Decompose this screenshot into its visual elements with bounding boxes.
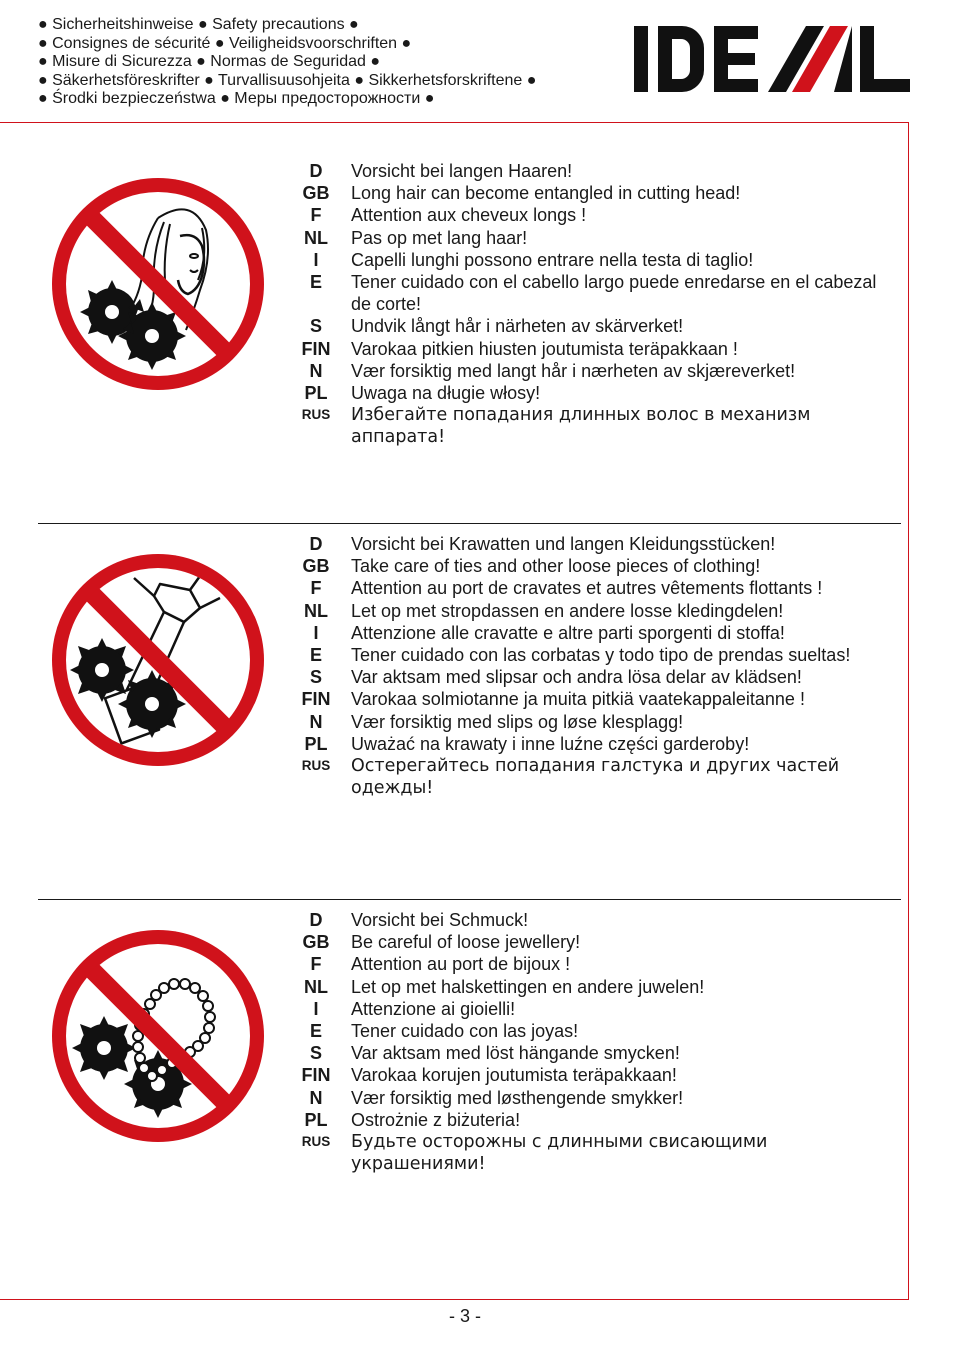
language-code: FIN (301, 1065, 331, 1086)
warning-list-jewellery (290, 909, 890, 1175)
list-item (290, 711, 890, 733)
list-item (290, 600, 890, 622)
language-code: I (313, 622, 319, 643)
language-code: E (309, 1021, 322, 1042)
list-item (290, 976, 890, 998)
list-item (290, 227, 890, 249)
warning-text: Attenzione ai gioielli! (351, 998, 516, 1019)
list-item (290, 644, 890, 666)
list-item (290, 755, 890, 799)
list-item (290, 338, 890, 360)
list-item (290, 666, 890, 688)
language-code: FIN (301, 338, 331, 359)
warning-text: Будьте осторожны с длинными свисающими украшениями! (351, 1132, 768, 1175)
frame-bottom-line (0, 1299, 909, 1300)
language-code: FIN (301, 689, 331, 710)
long-hair-prohibited-icon (40, 166, 276, 402)
language-code: GB (302, 183, 330, 204)
language-code: S (309, 667, 322, 688)
language-code: RUS (301, 407, 331, 423)
list-item (290, 160, 890, 182)
warning-text: Be careful of loose jewellery! (351, 932, 581, 953)
list-item (290, 577, 890, 599)
list-item (290, 1131, 890, 1175)
language-code: GB (302, 932, 330, 953)
language-code: F (310, 205, 322, 226)
list-item (290, 1020, 890, 1042)
section-divider (38, 899, 901, 900)
list-item (290, 1042, 890, 1064)
warning-text: Let op met stropdassen en andere losse kledingdelen! (351, 600, 784, 621)
language-code: NL (304, 600, 328, 621)
warning-text: Vorsicht bei langen Haaren! (351, 161, 573, 181)
list-item (290, 555, 890, 577)
language-code: PL (304, 1109, 328, 1130)
warning-text: Varokaa pitkien hiusten joutumista teräpakkaan ! (351, 338, 738, 359)
warning-text: Tener cuidado con el cabello largo puede enredarse en el cabezal de corte! (351, 272, 877, 315)
warning-text: Vær forsiktig med løsthengende smykker! (351, 1087, 684, 1108)
warning-text: Uwaga na długie włosy! (351, 383, 541, 404)
tie-prohibited-icon (40, 542, 276, 778)
language-code: I (313, 249, 319, 270)
warning-text: Избегайте попадания длинных волос в механизм аппарата! (351, 405, 811, 448)
list-item (290, 622, 890, 644)
list-item (290, 953, 890, 975)
warning-list-long-hair (290, 160, 890, 449)
warning-text: Var aktsam med löst hängande smycken! (351, 1043, 680, 1064)
header-line: ● Misure di Sicurezza ● Normas de Seguridad ● (38, 53, 381, 71)
language-code: S (309, 1043, 322, 1064)
section-divider (38, 523, 901, 524)
warning-text: Vær forsiktig med langt hår i nærheten av skjæreverket! (351, 360, 796, 381)
language-code: I (313, 998, 319, 1019)
jewellery-prohibited-icon (40, 918, 276, 1154)
warning-text: Take care of ties and other loose pieces of clothing! (351, 556, 761, 577)
language-code: E (309, 645, 322, 666)
language-code: F (310, 954, 322, 975)
language-code: N (309, 711, 323, 732)
language-code: RUS (301, 758, 331, 774)
language-code: NL (304, 976, 328, 997)
list-item (290, 533, 890, 555)
language-code: D (309, 161, 323, 181)
language-code: PL (304, 733, 328, 754)
list-item (290, 404, 890, 448)
warning-text: Varokaa solmiotanne ja muita pitkiä vaatekappaleitanne ! (351, 689, 805, 710)
list-item (290, 688, 890, 710)
warning-text: Var aktsam med slipsar och andra lösa delar av klädsen! (351, 667, 802, 688)
header-line: ● Środki bezpieczeństwa ● Меры предосторожности ● (38, 90, 435, 108)
warning-text: Tener cuidado con las corbatas y todo tipo de prendas sueltas! (351, 645, 851, 666)
language-code: PL (304, 383, 328, 404)
list-item (290, 733, 890, 755)
frame-right-line (908, 122, 909, 1300)
warning-text: Attention au port de cravates et autres vêtements flottants ! (351, 578, 823, 599)
header-line: ● Consignes de sécurité ● Veiligheidsvoorschriften ● (38, 34, 412, 52)
warning-text: Undvik långt hår i närheten av skärverket! (351, 316, 684, 337)
list-item (290, 931, 890, 953)
list-item (290, 249, 890, 271)
frame-top-line (0, 122, 909, 123)
warning-text: Capelli lunghi possono entrare nella testa di taglio! (351, 249, 754, 270)
language-code: S (309, 316, 322, 337)
warning-text: Attention aux cheveux longs ! (351, 205, 587, 226)
safety-header (38, 16, 536, 109)
list-item (290, 998, 890, 1020)
list-item (290, 1087, 890, 1109)
warning-text: Tener cuidado con las joyas! (351, 1021, 579, 1042)
list-item (290, 1064, 890, 1086)
warning-text: Long hair can become entangled in cutting head! (351, 183, 741, 204)
warning-text: Let op met halskettingen en andere juwelen! (351, 976, 705, 997)
language-code: D (309, 910, 323, 930)
language-code: F (310, 578, 322, 599)
list-item (290, 382, 890, 404)
language-code: GB (302, 556, 330, 577)
list-item (290, 360, 890, 382)
language-code: N (309, 360, 323, 381)
page-number: - 3 - (448, 1306, 481, 1326)
warning-text: Attention au port de bijoux ! (351, 954, 571, 975)
warning-text: Uważać na krawaty i inne luźne części garderoby! (351, 733, 750, 754)
list-item (290, 909, 890, 931)
warning-text: Vorsicht bei Schmuck! (351, 910, 529, 930)
warning-text: Pas op met lang haar! (351, 227, 528, 248)
warning-text: Vorsicht bei Krawatten und langen Kleidungsstücken! (351, 534, 776, 554)
list-item (290, 271, 890, 315)
warning-list-ties (290, 533, 890, 799)
list-item (290, 1109, 890, 1131)
warning-text: Остерегайтесь попадания галстука и других частей одежды! (351, 756, 840, 799)
language-code: NL (304, 227, 328, 248)
list-item (290, 204, 890, 226)
ideal-logo (634, 24, 910, 96)
language-code: RUS (301, 1134, 331, 1150)
warning-text: Attenzione alle cravatte e altre parti sporgenti di stoffa! (351, 622, 785, 643)
language-code: D (309, 534, 323, 554)
language-code: E (309, 272, 322, 293)
header-line: ● Säkerhetsföreskrifter ● Turvallisuusohjeita ● Sikkerhetsforskriftene ● (38, 71, 537, 89)
warning-text: Varokaa korujen joutumista teräpakkaan! (351, 1065, 677, 1086)
list-item (290, 182, 890, 204)
warning-text: Vær forsiktig med slips og løse klesplagg! (351, 711, 684, 732)
language-code: N (309, 1087, 323, 1108)
list-item (290, 315, 890, 337)
warning-text: Ostrożnie z biżuteria! (351, 1109, 521, 1130)
header-line: ● Sicherheitshinweise ● Safety precautions ● (38, 16, 359, 33)
